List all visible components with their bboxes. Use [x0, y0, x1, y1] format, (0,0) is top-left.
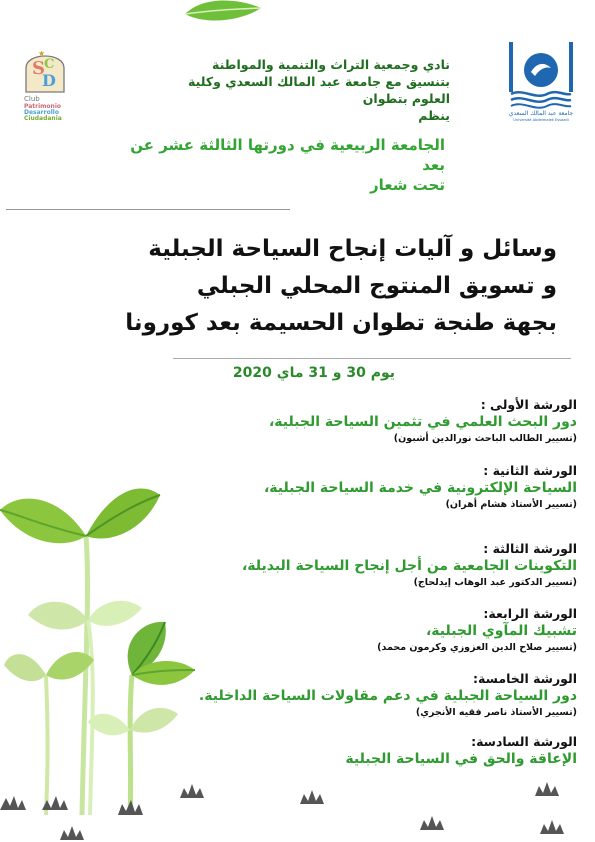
title-line: وسائل و آليات إنجاح السياحة الجبلية: [148, 236, 557, 262]
logo-caption-latin: Université Abdelmalek Essaadi: [513, 118, 569, 122]
workshop-facilitator: (تسيير صلاح الدين العزوزي وكرمون محمد): [377, 642, 577, 653]
logo-text-line: Club: [24, 95, 40, 103]
grass-tufts: [0, 772, 595, 842]
workshop-facilitator: (تسيير الدكتور عبد الوهاب إيدلحاج): [413, 577, 577, 588]
club-patrimonio-logo: [20, 44, 70, 122]
workshop-heading: الورشة الثانية :: [483, 463, 577, 478]
svg-text:★: ★: [38, 49, 46, 58]
svg-text:D: D: [42, 71, 56, 90]
coordination-line: بتنسيق مع جامعة عبد المالك السعدي وكلية العلوم بتطوان: [188, 74, 450, 106]
event-name: الجامعة الربيعية في دورتها الثالثة عشر عن بعد: [130, 136, 445, 174]
workshop-facilitator: (تسيير الطالب الباحث نورالدين أشبون): [393, 433, 577, 444]
workshop-4: [177, 605, 577, 654]
workshop-heading: الورشة السادسة:: [471, 734, 577, 749]
divider-top: [6, 209, 290, 210]
title-line: و تسويق المنتوج المحلي الجبلي: [196, 273, 557, 299]
workshop-1: [177, 396, 577, 445]
university-logo: [505, 36, 577, 122]
organizes-line: ينظم: [418, 108, 450, 123]
organizer-block: [150, 56, 450, 124]
svg-text:S: S: [32, 58, 45, 79]
workshop-topic: دور السياحة الجبلية في دعم مقاولات السياحة الداخلية.: [198, 688, 577, 704]
event-date: يوم 30 و 31 ماي 2020: [232, 365, 395, 381]
slogan-label: تحت شعار: [369, 176, 445, 194]
workshop-facilitator: (تسيير الأستاذ هشام أهران): [445, 499, 577, 510]
workshop-facilitator: (تسيير الأستاذ ناصر فقيه الأنجري): [415, 707, 577, 718]
workshop-heading: الورشة الأولى :: [480, 397, 577, 412]
workshop-heading: الورشة الخامسة:: [473, 671, 577, 686]
event-block: [125, 135, 445, 195]
workshop-heading: الورشة الرابعة:: [483, 606, 577, 621]
workshop-topic: السياحة الإلكترونية في خدمة السياحة الجبلية،: [263, 480, 577, 496]
workshop-2: [177, 462, 577, 511]
logo-text-line: Patrimonio: [24, 103, 61, 110]
workshop-topic: الإعاقة والحق في السياحة الجبلية: [345, 751, 577, 767]
title-line: بجهة طنجة تطوان الحسيمة بعد كورونا: [125, 310, 557, 336]
svg-text:C: C: [44, 57, 55, 72]
workshop-6: [177, 733, 577, 769]
logo-text-line: Ciudadania: [24, 115, 62, 122]
divider-middle: [173, 358, 571, 359]
logo-text-line: Desarrollo: [24, 109, 59, 116]
workshop-topic: التكوينات الجامعية من أجل إنجاح السياحة البديلة،: [241, 558, 577, 574]
workshop-3: [177, 540, 577, 589]
workshop-topic: تشبيك المآوي الجبلية،: [425, 623, 577, 639]
workshop-5: [177, 670, 577, 719]
logo-caption-arabic: جامعة عبد المالك السعدي: [508, 110, 574, 117]
main-title: [17, 231, 557, 342]
organizer-name: نادي وجمعية التراث والتنمية والمواطنة: [212, 57, 450, 72]
corner-leaf-decoration: [183, 0, 263, 25]
workshop-topic: دور البحث العلمي في تثمين السياحة الجبلية،: [268, 414, 577, 430]
workshop-heading: الورشة الثالثة :: [483, 541, 577, 556]
